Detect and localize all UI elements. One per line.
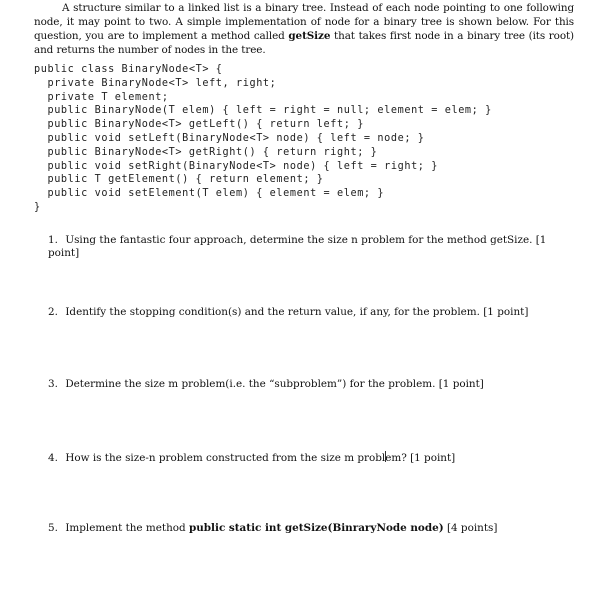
intro-text-part1: A structure similar to a linked list is a binary tree. Instead of each node pointing to one following node, it may point to two. A simple implementation of node for a binary tree is shown below. For this question, you are to implement a method called bbox=[34, 2, 574, 42]
question-text bbox=[65, 522, 497, 534]
intro-paragraph bbox=[34, 1, 574, 57]
question-1 bbox=[48, 234, 568, 260]
code-line: public T getElement() { return element; } bbox=[34, 174, 324, 186]
question-3 bbox=[48, 378, 568, 391]
question-text: Using the fantastic four approach, determine the size n problem for the method getSize. [1 point] bbox=[48, 234, 547, 259]
question-text-after-cursor: em? [1 point] bbox=[385, 452, 456, 464]
code-line: public void setLeft(BinaryNode<T> node) { left = node; } bbox=[34, 132, 425, 144]
method-name: getSize bbox=[288, 30, 331, 42]
method-signature: public static int getSize(BinraryNode node) bbox=[188, 522, 444, 534]
question-text bbox=[65, 452, 455, 464]
question-number: 4. bbox=[48, 452, 58, 464]
question-5 bbox=[48, 522, 568, 535]
question-number: 5. bbox=[48, 522, 58, 534]
question-text-prefix: Implement the method bbox=[65, 522, 189, 534]
question-4 bbox=[48, 451, 568, 465]
question-2 bbox=[48, 306, 568, 319]
question-text-before-cursor: How is the size-n problem constructed from the size m probl bbox=[65, 452, 386, 464]
question-points: [4 points] bbox=[443, 522, 498, 534]
question-number: 1. bbox=[48, 234, 58, 246]
code-line: public BinaryNode<T> getLeft() { return left; } bbox=[34, 119, 364, 131]
code-line: public void setElement(T elem) { element = elem; } bbox=[34, 188, 385, 200]
code-line: public BinaryNode<T> getRight() { return right; } bbox=[34, 146, 378, 158]
code-listing bbox=[34, 63, 492, 215]
code-line: public class BinaryNode<T> { bbox=[34, 64, 223, 75]
code-line: public void setRight(BinaryNode<T> node) { left = right; } bbox=[34, 160, 439, 172]
question-number: 3. bbox=[48, 378, 58, 390]
question-number: 2. bbox=[48, 306, 58, 318]
code-line: private BinaryNode<T> left, right; bbox=[34, 77, 277, 89]
question-text: Determine the size m problem(i.e. the “subproblem”) for the problem. [1 point] bbox=[65, 378, 484, 390]
intro-text-part2: that takes first node in a binary tree (its root) and returns the number of nodes in the tree. bbox=[34, 30, 574, 56]
code-line: public BinaryNode(T elem) { left = right = null; element = elem; } bbox=[34, 105, 492, 117]
code-line: } bbox=[34, 201, 41, 213]
code-line: private T element; bbox=[34, 91, 169, 103]
question-text: Identify the stopping condition(s) and the return value, if any, for the problem. [1 point] bbox=[65, 306, 529, 318]
